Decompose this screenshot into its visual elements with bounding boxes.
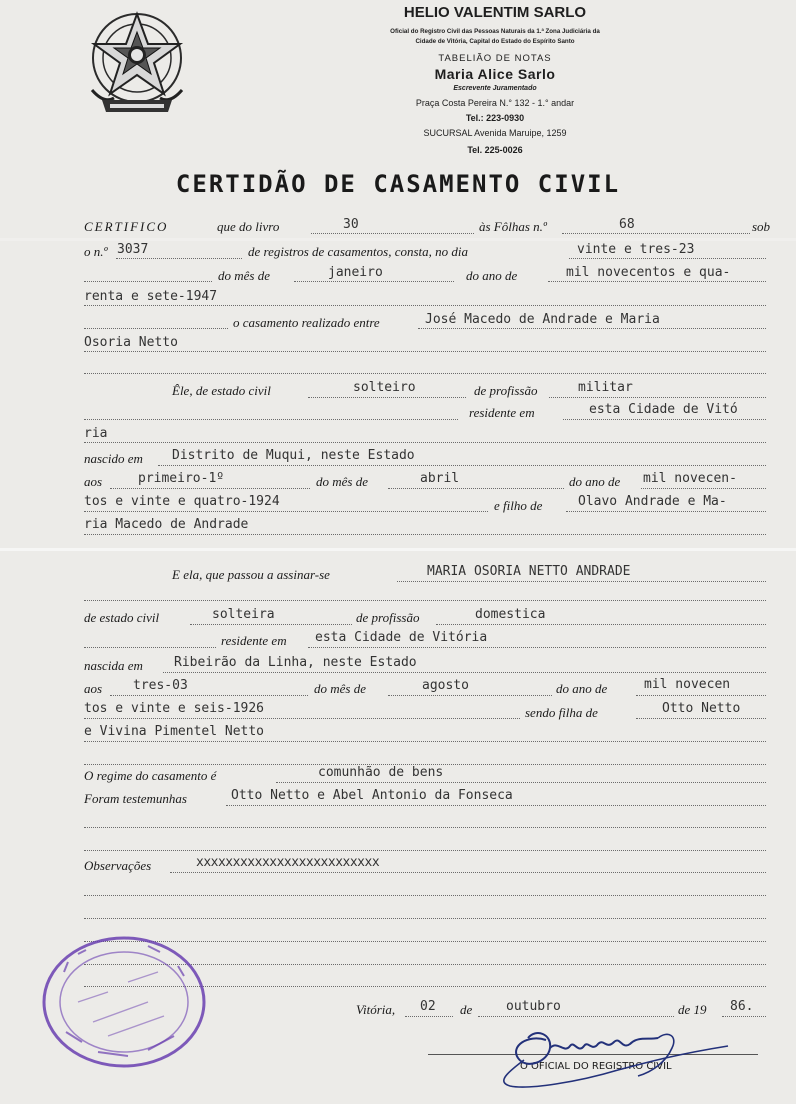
value-folhas: 68 bbox=[619, 217, 635, 232]
value-ele-nascido-em: Distrito de Muqui, neste Estado bbox=[172, 448, 415, 463]
value-ela-profissao: domestica bbox=[475, 607, 546, 622]
fold-line bbox=[0, 238, 796, 241]
label-ele-profissao: de profissão bbox=[474, 383, 538, 398]
value-ele-profissao: militar bbox=[578, 380, 633, 395]
label-casamento-entre: o casamento realizado entre bbox=[233, 315, 380, 330]
notary-stamp-icon bbox=[38, 932, 210, 1072]
certificate-title: CERTIDÃO DE CASAMENTO CIVIL bbox=[175, 170, 621, 198]
value-ela-aos: tres-03 bbox=[133, 678, 188, 693]
label-ele-do-mes-de: do mês de bbox=[316, 474, 368, 489]
label-regime: O regime do casamento é bbox=[84, 768, 217, 783]
value-numero: 3037 bbox=[117, 242, 149, 257]
value-ele-pais-part1: Olavo Andrade e Ma- bbox=[578, 494, 727, 509]
value-ele-residencia-part1: esta Cidade de Vitó bbox=[589, 402, 738, 417]
brazil-coat-of-arms-icon bbox=[84, 8, 190, 120]
signature-icon bbox=[488, 1010, 748, 1094]
label-ela-assinar: E ela, que passou a assinar-se bbox=[172, 567, 330, 582]
value-dia: vinte e tres-23 bbox=[577, 242, 695, 257]
label-sob: sob bbox=[752, 219, 771, 234]
label-nascida-em: nascida em bbox=[84, 658, 143, 673]
value-ele-ano-part2: tos e vinte e quatro-1924 bbox=[84, 494, 280, 509]
label-do-ano-de: do ano de bbox=[466, 268, 518, 283]
label-oficial: O OFICIAL DO REGISTRO CIVIL bbox=[520, 1061, 672, 1072]
label-testemunhas: Foram testemunhas bbox=[84, 791, 187, 806]
value-nubentes-part1: José Macedo de Andrade e Maria bbox=[425, 312, 660, 327]
label-ela-profissao: de profissão bbox=[356, 610, 420, 625]
escrevente-title: Escrevente Juramentado bbox=[453, 85, 537, 92]
label-de: de bbox=[460, 1002, 473, 1017]
value-ano-part1: mil novecentos e qua- bbox=[566, 265, 731, 280]
value-ela-estado-civil: solteira bbox=[212, 607, 275, 622]
label-de-registros: de registros de casamentos, consta, no dia bbox=[248, 244, 469, 259]
value-ela-ano-part1: mil novecen bbox=[644, 677, 731, 692]
label-e-filho-de: e filho de bbox=[494, 498, 543, 513]
label-observacoes: Observações bbox=[84, 858, 152, 873]
label-ela-residente: residente em bbox=[221, 633, 287, 648]
value-nubentes-part2: Osoria Netto bbox=[84, 335, 178, 350]
value-testemunhas: Otto Netto e Abel Antonio da Fonseca bbox=[231, 788, 513, 803]
value-ela-nome: MARIA OSORIA NETTO ANDRADE bbox=[427, 564, 631, 579]
value-data-ano: 86. bbox=[730, 999, 754, 1014]
office-line-2: Cidade de Vitória, Capital do Estado do Espírito Santo bbox=[415, 38, 575, 45]
sucursal-address: SUCURSAL Avenida Maruipe, 1259 bbox=[423, 128, 567, 138]
value-livro: 30 bbox=[343, 217, 359, 232]
address: Praça Costa Pereira N.° 132 - 1.° andar bbox=[415, 98, 575, 108]
value-ele-aos: primeiro-1º bbox=[138, 471, 225, 486]
label-ela-estado-civil: de estado civil bbox=[84, 610, 160, 625]
value-ela-ano-part2: tos e vinte e seis-1926 bbox=[84, 701, 265, 716]
label-vitoria: Vitória, bbox=[356, 1002, 396, 1017]
value-ano-part2: renta e sete-1947 bbox=[84, 289, 218, 304]
value-observacoes: xxxxxxxxxxxxxxxxxxxxxxxxx bbox=[196, 855, 380, 870]
tabeliao-label: TABELIÃO DE NOTAS bbox=[438, 53, 552, 64]
value-ele-ano-part1: mil novecen- bbox=[643, 471, 737, 486]
value-ela-pais-part1: Otto Netto bbox=[662, 701, 741, 716]
label-ele-estado-civil: Êle, de estado civil bbox=[172, 383, 271, 398]
value-ela-residencia: esta Cidade de Vitória bbox=[315, 630, 488, 645]
escrevente-name: Maria Alice Sarlo bbox=[434, 66, 556, 82]
value-ele-pais-part2: ria Macedo de Andrade bbox=[84, 517, 249, 532]
notary-name: HELIO VALENTIM SARLO bbox=[403, 4, 587, 21]
label-sendo-filha-de: sendo filha de bbox=[525, 705, 598, 720]
value-ela-mes: agosto bbox=[422, 678, 469, 693]
label-nascido-em: nascido em bbox=[84, 451, 143, 466]
label-ele-residente: residente em bbox=[469, 405, 535, 420]
telephone-1: Tel.: 223-0930 bbox=[465, 113, 525, 123]
value-data-dia: 02 bbox=[420, 999, 436, 1014]
label-ela-aos: aos bbox=[84, 681, 103, 696]
value-ele-estado-civil: solteiro bbox=[353, 380, 416, 395]
value-data-mes: outubro bbox=[506, 999, 561, 1014]
value-ele-residencia-part2: ria bbox=[84, 426, 108, 441]
label-as-folhas: às Fôlhas n.º bbox=[479, 219, 547, 234]
office-line-1: Oficial do Registro Civil das Pessoas Naturais da 1.ª Zona Judiciária da bbox=[390, 28, 600, 35]
label-ela-do-ano-de: do ano de bbox=[556, 681, 608, 696]
label-que-do-livro: que do livro bbox=[217, 219, 280, 234]
label-ele-do-ano-de: do ano de bbox=[569, 474, 621, 489]
value-regime: comunhão de bens bbox=[318, 765, 444, 780]
label-do-mes-de: do mês de bbox=[218, 268, 270, 283]
telephone-2: Tel. 225-0026 bbox=[467, 145, 523, 155]
value-ela-pais-part2: e Vivina Pimentel Netto bbox=[84, 724, 265, 739]
label-de-19: de 19 bbox=[678, 1002, 707, 1017]
label-numero: o n.º bbox=[84, 244, 108, 259]
label-ele-aos: aos bbox=[84, 474, 103, 489]
value-mes: janeiro bbox=[328, 265, 383, 280]
label-ela-do-mes-de: do mês de bbox=[314, 681, 366, 696]
label-certifico: CERTIFICO bbox=[84, 219, 169, 234]
value-ela-nascida-em: Ribeirão da Linha, neste Estado bbox=[174, 655, 417, 670]
fold-line bbox=[0, 548, 796, 551]
value-ele-mes: abril bbox=[420, 471, 460, 486]
